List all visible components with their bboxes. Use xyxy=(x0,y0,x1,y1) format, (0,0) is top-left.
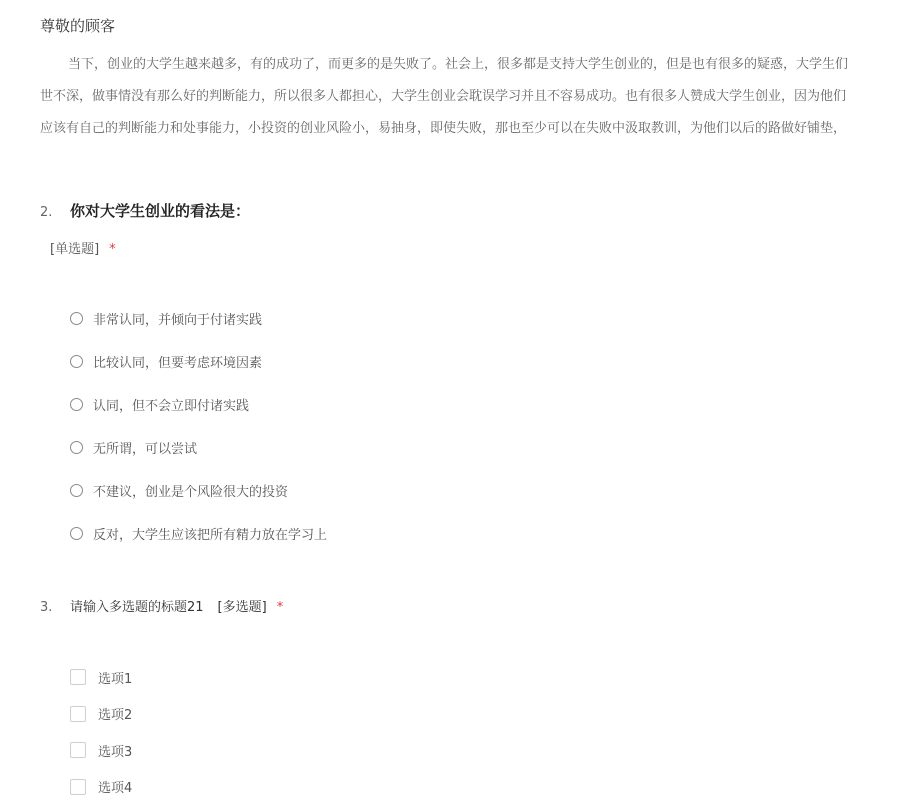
checkbox-option-label[interactable]: 选项4 xyxy=(98,781,133,796)
radio-option-label[interactable]: 反对，大学生应该把所有精力放在学习上 xyxy=(93,527,328,543)
checkbox-option[interactable] xyxy=(70,739,132,761)
intro-line: 当下，创业的大学生越来越多，有的成功了，而更多的是失败了。社会上，很多都是支持大学生创业的，但是也有很多的疑惑，大学生们 xyxy=(68,57,849,72)
required-mark: * xyxy=(276,600,284,615)
intro-line: 世不深，做事情没有那么好的判断能力，所以很多人都担心，大学生创业会耽误学习并且不容易成功。也有很多人赞成大学生创业，因为他们 xyxy=(40,89,847,104)
question-2-header xyxy=(40,200,250,221)
radio-option-label[interactable]: 比较认同，但要考虑环境因素 xyxy=(93,355,263,371)
radio-option-label[interactable]: 非常认同，并倾向于付诸实践 xyxy=(93,312,263,328)
question-2-options xyxy=(70,308,327,566)
question-type: [多选题] xyxy=(217,600,267,615)
radio-option-label[interactable]: 不建议，创业是个风险很大的投资 xyxy=(93,484,289,500)
required-mark: * xyxy=(109,242,116,257)
question-3-options xyxy=(70,666,132,800)
radio-option[interactable] xyxy=(70,308,327,328)
question-title: 你对大学生创业的看法是： xyxy=(70,202,251,220)
radio-option[interactable] xyxy=(70,351,327,371)
intro-paragraph xyxy=(40,55,900,151)
intro-line: 应该有自己的判断能力和处事能力，小投资的创业风险小，易抽身，即使失败，那也至少可以在失败中汲取教训，为他们以后的路做好铺垫， xyxy=(40,121,847,136)
checkbox[interactable] xyxy=(70,779,86,795)
radio-option[interactable] xyxy=(70,437,327,457)
checkbox[interactable] xyxy=(70,669,86,685)
radio-option[interactable] xyxy=(70,480,327,500)
radio-button[interactable] xyxy=(70,398,83,411)
checkbox[interactable] xyxy=(70,706,86,722)
radio-option-label[interactable]: 无所谓，可以尝试 xyxy=(93,441,198,457)
radio-button[interactable] xyxy=(70,484,83,497)
question-number: 2. xyxy=(40,205,53,220)
radio-option[interactable] xyxy=(70,523,327,543)
radio-option[interactable] xyxy=(70,394,327,414)
radio-button[interactable] xyxy=(70,527,83,540)
question-number: 3. xyxy=(40,600,53,615)
checkbox-option[interactable] xyxy=(70,666,132,688)
question-3-header xyxy=(40,596,283,615)
question-type: [单选题] xyxy=(50,242,100,257)
radio-button[interactable] xyxy=(70,312,83,325)
greeting-heading: 尊敬的顾客 xyxy=(40,17,116,35)
radio-option-label[interactable]: 认同，但不会立即付诸实践 xyxy=(93,398,250,414)
checkbox-option-label[interactable]: 选项2 xyxy=(98,708,133,723)
radio-button[interactable] xyxy=(70,355,83,368)
checkbox-option[interactable] xyxy=(70,703,132,725)
question-type-label xyxy=(50,238,116,257)
question-title: 请输入多选题的标题21 xyxy=(70,600,204,615)
checkbox-option-label[interactable]: 选项3 xyxy=(98,744,133,760)
checkbox-option-label[interactable]: 选项1 xyxy=(98,671,133,687)
checkbox-option[interactable] xyxy=(70,776,132,798)
radio-button[interactable] xyxy=(70,441,83,454)
checkbox[interactable] xyxy=(70,742,86,758)
